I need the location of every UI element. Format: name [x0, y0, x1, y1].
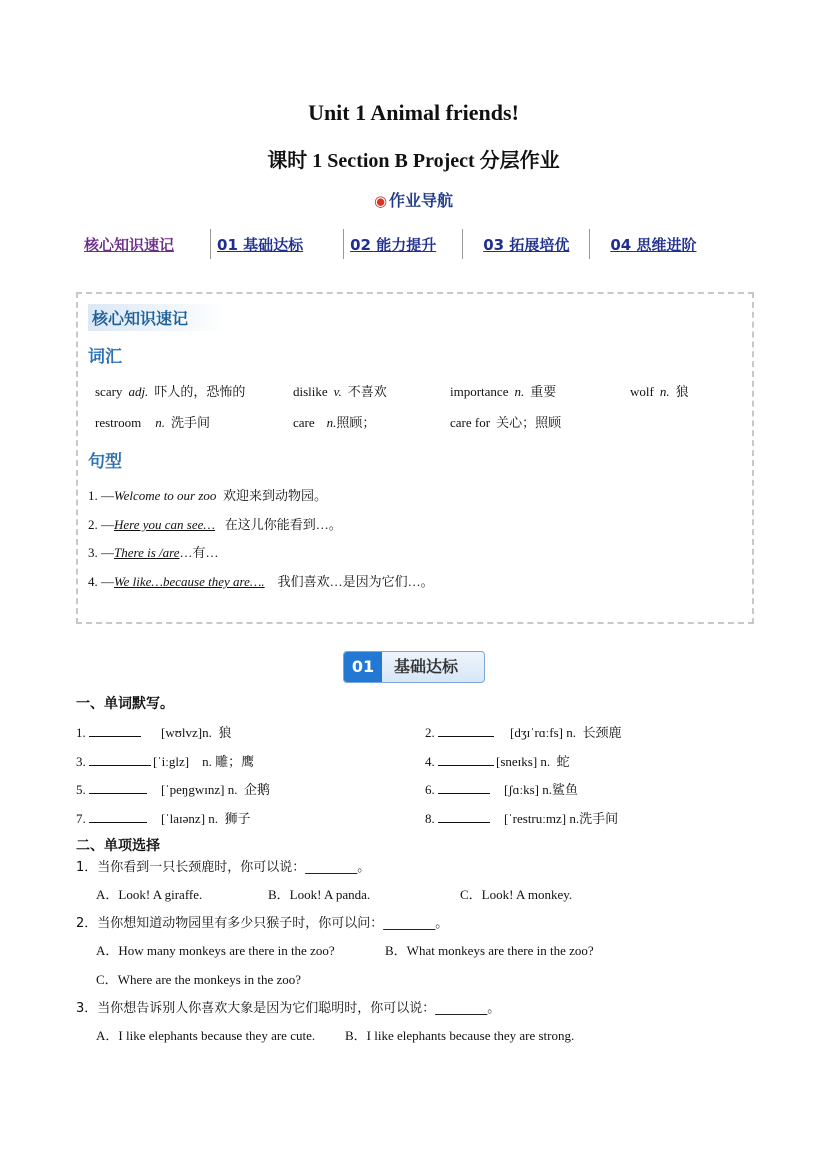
- sentence-item: 1. —Welcome to our zoo 欢迎来到动物园。: [88, 488, 327, 503]
- question-stem: 3．当你想告诉别人你喜欢大象是因为它们聪明时，你可以说：________。: [76, 1001, 501, 1016]
- word-item: 7. [ˈlaɪənz] n. 狮子: [76, 811, 251, 826]
- answer-option[interactable]: C．Look! A monkey.: [460, 887, 573, 902]
- sentence-item: 2. —Here you can see… 在这儿你能看到…。: [88, 517, 342, 532]
- answer-option[interactable]: A．Look! A giraffe.: [96, 887, 203, 902]
- question-stem: 1．当你看到一只长颈鹿时，你可以说：________。: [76, 860, 371, 875]
- nav-divider: [462, 229, 463, 259]
- word-item: 2. [dʒɪˈrɑːfs] n. 长颈鹿: [425, 725, 622, 740]
- vocab-item: care n.照顾；: [293, 415, 376, 430]
- sentence-item: 4. —We like…because they are…. 我们喜欢…是因为它们…。: [88, 574, 434, 589]
- answer-blank[interactable]: [438, 724, 494, 737]
- answer-blank[interactable]: [438, 753, 494, 766]
- nav-divider: [589, 229, 590, 259]
- word-item: 4. [sneɪks] n. 蛇: [425, 754, 570, 769]
- vocab-item: care for 关心；照顾: [450, 415, 562, 430]
- page-subtitle: 课时 1 Section B Project 分层作业: [267, 150, 560, 172]
- part2-title: 二、单项选择: [76, 838, 160, 854]
- answer-option[interactable]: A．How many monkeys are there in the zoo?: [96, 943, 335, 958]
- answer-option[interactable]: B．What monkeys are there in the zoo?: [385, 943, 594, 958]
- answer-option[interactable]: B．Look! A panda.: [268, 887, 371, 902]
- answer-blank[interactable]: [89, 724, 141, 737]
- level1-number: 01: [344, 652, 382, 682]
- page-title: Unit 1 Animal friends!: [308, 100, 519, 125]
- nav-heading: [0, 188, 827, 211]
- vocab-item: dislike v. 不喜欢: [293, 384, 387, 399]
- vocab-item: scary adj. 吓人的，恐怖的: [95, 384, 246, 399]
- nav-link-level2[interactable]: 02 能力提升: [350, 235, 437, 254]
- nav-link-level3[interactable]: 03 拓展培优: [483, 235, 570, 254]
- answer-blank[interactable]: [89, 781, 147, 794]
- nav-divider: [210, 229, 211, 259]
- vocab-item: restroom n. 洗手间: [95, 415, 210, 430]
- question-stem: 2．当你想知道动物园里有多少只猴子时，你可以问：________。: [76, 916, 449, 931]
- vocab-item: importance n. 重要: [450, 384, 557, 399]
- answer-option[interactable]: A．I like elephants because they are cute.: [96, 1028, 316, 1043]
- nav-heading-label: 作业导航: [389, 191, 454, 210]
- homework-nav: [70, 228, 760, 260]
- nav-link-level4[interactable]: 04 思维进阶: [610, 235, 697, 254]
- location-pin-icon: ◉: [373, 192, 388, 210]
- answer-option[interactable]: C．Where are the monkeys in the zoo?: [96, 972, 302, 987]
- word-item: 6. [ʃɑːks] n.鲨鱼: [425, 782, 578, 797]
- vocab-item: wolf n. 狼: [630, 384, 689, 399]
- part1-title: 一、单词默写。: [76, 696, 174, 712]
- word-item: 8. [ˈrestruːmz] n.洗手间: [425, 811, 619, 826]
- sentence-heading: 句型: [88, 452, 122, 472]
- sentence-item: 3. —There is /are…有…: [88, 545, 219, 560]
- level1-label: 基础达标: [394, 657, 459, 676]
- knowledge-title: 核心知识速记: [88, 304, 228, 331]
- level1-badge: [343, 651, 485, 683]
- word-item: 3. [ˈiːglz] n. 雕；鹰: [76, 754, 255, 769]
- answer-blank[interactable]: [438, 781, 490, 794]
- nav-link-knowledge[interactable]: 核心知识速记: [84, 235, 175, 254]
- word-item: 1. [wʊlvz]n. 狼: [76, 725, 232, 740]
- answer-blank[interactable]: [438, 810, 490, 823]
- word-item: 5. [ˈpeŋgwɪnz] n. 企鹅: [76, 782, 270, 797]
- vocab-heading: 词汇: [88, 347, 122, 367]
- nav-divider: [343, 229, 344, 259]
- nav-link-level1[interactable]: 01 基础达标: [217, 235, 304, 254]
- answer-blank[interactable]: [89, 810, 147, 823]
- answer-blank[interactable]: [89, 753, 151, 766]
- answer-option[interactable]: B．I like elephants because they are strong.: [345, 1028, 575, 1043]
